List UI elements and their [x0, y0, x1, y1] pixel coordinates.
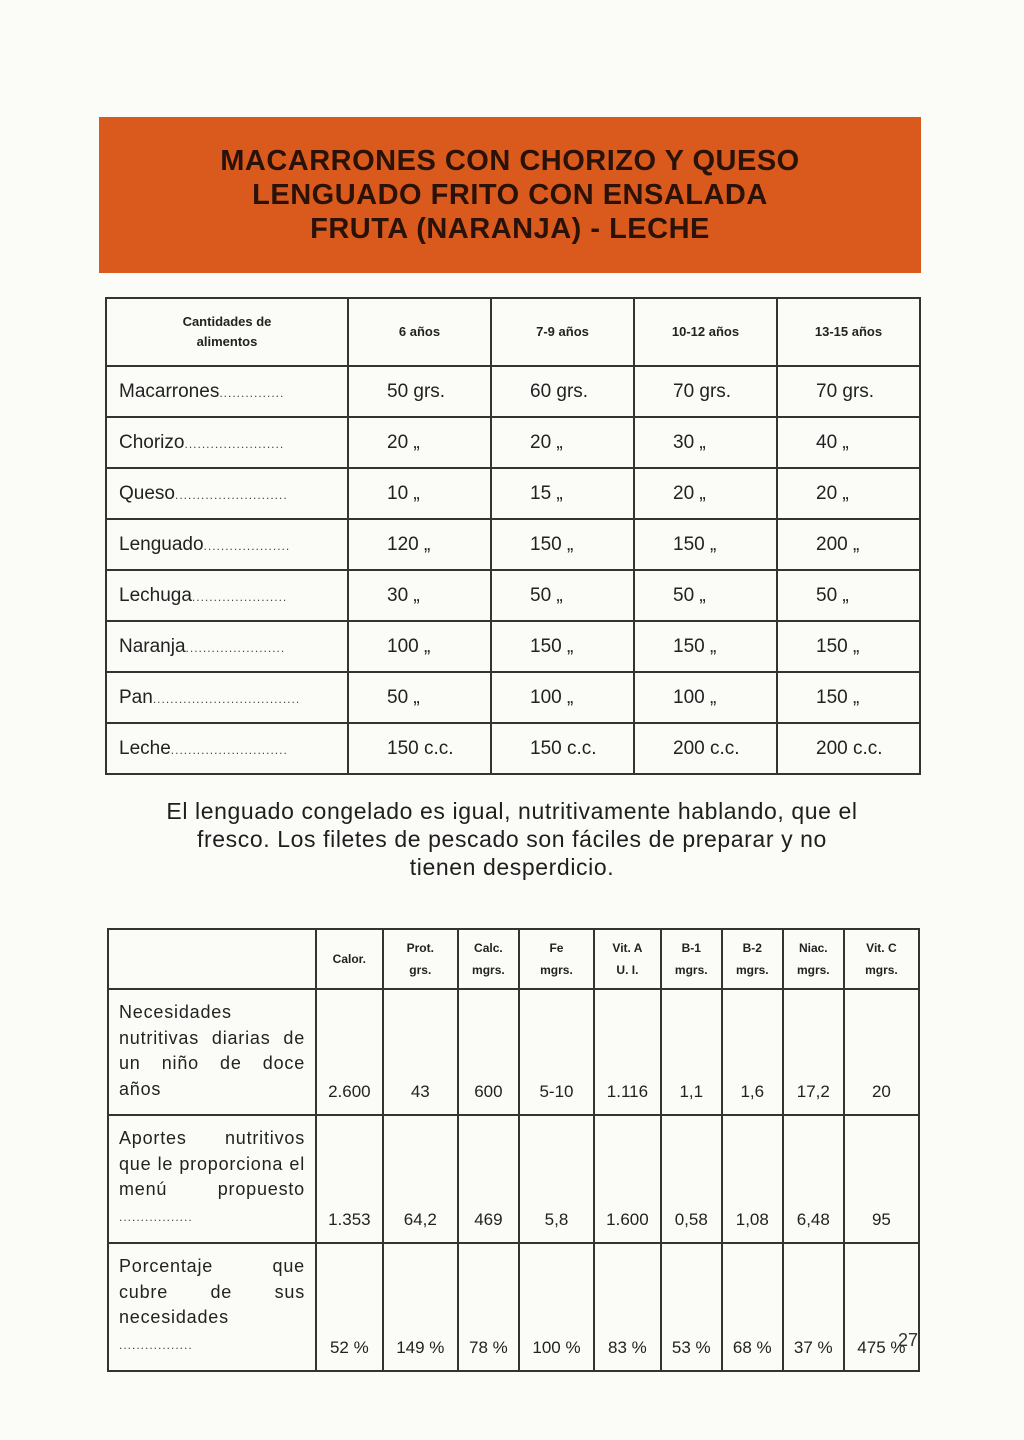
- quantity-cell: 150 „: [634, 519, 777, 570]
- quantity-cell: 100 „: [491, 672, 634, 723]
- nutrient-name: B-1: [681, 941, 701, 955]
- quantity-cell: 15 „: [491, 468, 634, 519]
- quantity-cell: 50 „: [634, 570, 777, 621]
- quantity-cell: 150 „: [491, 621, 634, 672]
- row-label-cell: [108, 1115, 316, 1243]
- food-name: Lenguado: [119, 533, 204, 555]
- value-cell: 95: [844, 1115, 919, 1243]
- table-row: [106, 519, 920, 570]
- table-row: [106, 366, 920, 417]
- table-row: [108, 1115, 919, 1243]
- quantity-cell: 150 „: [634, 621, 777, 672]
- food-name: Leche: [119, 737, 171, 759]
- value-cell: 0,58: [661, 1115, 722, 1243]
- value-cell: 1,08: [722, 1115, 783, 1243]
- food-quantities-table: [105, 297, 921, 775]
- note-line-3: tienen desperdicio.: [409, 854, 615, 880]
- age-header: 10-12 años: [634, 298, 777, 366]
- quantity-cell: 150 „: [777, 621, 920, 672]
- value-cell: 1.600: [594, 1115, 661, 1243]
- value-cell: 17,2: [783, 989, 844, 1115]
- menu-title-line-1: MACARRONES CON CHORIZO Y QUESO: [220, 145, 800, 177]
- table-row: [108, 989, 919, 1115]
- table-row: [106, 468, 920, 519]
- quantity-cell: 50 „: [348, 672, 491, 723]
- quantity-cell: 100 „: [634, 672, 777, 723]
- food-name-cell: [106, 468, 348, 519]
- leader-dots: ......................: [191, 589, 288, 604]
- food-name-cell: [106, 519, 348, 570]
- quantity-cell: 50 „: [777, 570, 920, 621]
- nutrient-name: Fe: [549, 941, 564, 955]
- nutrient-header: [783, 929, 844, 989]
- food-name-cell: [106, 672, 348, 723]
- nutrient-name: Niac.: [798, 941, 828, 955]
- nutrient-header: [844, 929, 919, 989]
- nutrient-name: Vit. A: [612, 941, 643, 955]
- food-name: Chorizo: [119, 431, 185, 453]
- note-line-2: fresco. Los filetes de pescado son fáciles de preparar y no: [197, 826, 827, 852]
- nutrient-name: Calc.: [474, 941, 503, 955]
- nutrient-unit: mgrs.: [540, 963, 573, 977]
- food-name: Macarrones: [119, 380, 220, 402]
- menu-title-line-3: FRUTA (NARANJA) - LECHE: [310, 213, 710, 245]
- menu-title-line-2: LENGUADO FRITO CON ENSALADA: [252, 179, 768, 211]
- value-cell: 2.600: [316, 989, 383, 1115]
- nutrient-header: [458, 929, 519, 989]
- nutrient-unit: mgrs.: [865, 963, 898, 977]
- leader-dots: ....................: [203, 538, 291, 553]
- percent-cell: 100 %: [519, 1243, 594, 1371]
- leader-dots: .......................: [185, 640, 286, 655]
- food-name: Queso: [119, 482, 175, 504]
- table-row: [106, 723, 920, 774]
- nutrient-header: [722, 929, 783, 989]
- nutrient-header: [316, 929, 383, 989]
- leader-dots: .................: [119, 1209, 193, 1224]
- nutrient-name: B-2: [742, 941, 762, 955]
- quantity-cell: 30 „: [348, 570, 491, 621]
- quantity-cell: 60 grs.: [491, 366, 634, 417]
- quantity-cell: 150 c.c.: [491, 723, 634, 774]
- table-row: [106, 672, 920, 723]
- value-cell: 1,1: [661, 989, 722, 1115]
- value-cell: 1.353: [316, 1115, 383, 1243]
- row-label: Necesidades nutritivas diarias de un niño de doce años: [108, 989, 316, 1115]
- leader-dots: .......................: [184, 436, 285, 451]
- food-name: Pan: [119, 686, 153, 708]
- food-name-cell: [106, 417, 348, 468]
- quantity-cell: 30 „: [634, 417, 777, 468]
- food-name: Naranja: [119, 635, 186, 657]
- quantity-cell: 100 „: [348, 621, 491, 672]
- leader-dots: ..........................: [174, 487, 288, 502]
- row-label: Aportes nutritivos que le proporciona el menú propuesto: [119, 1128, 305, 1199]
- nutrient-header: [519, 929, 594, 989]
- quantity-cell: 20 „: [491, 417, 634, 468]
- value-cell: 64,2: [383, 1115, 458, 1243]
- quantity-cell: 150 „: [491, 519, 634, 570]
- nutrient-header: [383, 929, 458, 989]
- quantity-cell: 50 grs.: [348, 366, 491, 417]
- nutrient-name: Vit. C: [866, 941, 897, 955]
- quantity-cell: 120 „: [348, 519, 491, 570]
- percent-cell: 37 %: [783, 1243, 844, 1371]
- percent-cell: 475 %: [844, 1243, 919, 1371]
- value-cell: 600: [458, 989, 519, 1115]
- nutrient-unit: U. I.: [616, 963, 639, 977]
- value-cell: 43: [383, 989, 458, 1115]
- quantities-header-line-2: alimentos: [196, 334, 258, 349]
- age-header: 7-9 años: [491, 298, 634, 366]
- leader-dots: ...............: [219, 385, 285, 400]
- percent-cell: 52 %: [316, 1243, 383, 1371]
- quantity-cell: 150 „: [777, 672, 920, 723]
- table-row: [106, 417, 920, 468]
- quantities-header: [106, 298, 348, 366]
- quantity-cell: 200 c.c.: [777, 723, 920, 774]
- value-cell: 1.116: [594, 989, 661, 1115]
- quantity-cell: 20 „: [634, 468, 777, 519]
- food-name-cell: [106, 723, 348, 774]
- value-cell: 20: [844, 989, 919, 1115]
- food-name-cell: [106, 366, 348, 417]
- nutrient-name: Prot.: [406, 941, 434, 955]
- quantity-cell: 200 c.c.: [634, 723, 777, 774]
- table-row: [106, 570, 920, 621]
- percent-cell: 83 %: [594, 1243, 661, 1371]
- value-cell: 5-10: [519, 989, 594, 1115]
- nutrition-table: [107, 928, 920, 1372]
- percent-cell: 78 %: [458, 1243, 519, 1371]
- nutrient-header: [594, 929, 661, 989]
- quantity-cell: 20 „: [348, 417, 491, 468]
- nutrient-name: Calor.: [332, 952, 367, 966]
- quantities-header-line-1: Cantidades de: [182, 314, 272, 329]
- percent-cell: 53 %: [661, 1243, 722, 1371]
- age-header: 6 años: [348, 298, 491, 366]
- page-number: 27: [897, 1330, 918, 1350]
- table-header-row: [106, 298, 920, 366]
- quantity-cell: 150 c.c.: [348, 723, 491, 774]
- lenguado-note: [112, 797, 912, 881]
- food-name-cell: [106, 621, 348, 672]
- leader-dots: .................: [119, 1337, 193, 1352]
- nutrient-unit: grs.: [409, 963, 432, 977]
- table-row: [108, 1243, 919, 1371]
- percent-cell: 149 %: [383, 1243, 458, 1371]
- food-name-cell: [106, 570, 348, 621]
- menu-title-banner: [99, 117, 921, 273]
- row-label: Porcentaje que cubre de sus necesidades: [119, 1256, 305, 1327]
- nutrient-unit: mgrs.: [796, 963, 830, 977]
- leader-dots: ...........................: [170, 742, 288, 757]
- value-cell: 469: [458, 1115, 519, 1243]
- table-row: [106, 621, 920, 672]
- quantity-cell: 70 grs.: [777, 366, 920, 417]
- row-label-cell: [108, 1243, 316, 1371]
- food-name: Lechuga: [119, 584, 192, 606]
- quantity-cell: 200 „: [777, 519, 920, 570]
- quantity-cell: 10 „: [348, 468, 491, 519]
- quantity-cell: 50 „: [491, 570, 634, 621]
- quantity-cell: 20 „: [777, 468, 920, 519]
- quantity-cell: 70 grs.: [634, 366, 777, 417]
- nutrient-unit: mgrs.: [735, 963, 769, 977]
- value-cell: 6,48: [783, 1115, 844, 1243]
- empty-header: [108, 929, 316, 989]
- age-header: 13-15 años: [777, 298, 920, 366]
- percent-cell: 68 %: [722, 1243, 783, 1371]
- table-header-row: [108, 929, 919, 989]
- nutrient-unit: mgrs.: [674, 963, 708, 977]
- note-line-1: El lenguado congelado es igual, nutritivamente hablando, que el: [166, 798, 858, 824]
- leader-dots: ..................................: [152, 691, 301, 706]
- value-cell: 1,6: [722, 989, 783, 1115]
- nutrient-header: [661, 929, 722, 989]
- value-cell: 5,8: [519, 1115, 594, 1243]
- quantity-cell: 40 „: [777, 417, 920, 468]
- nutrient-unit: mgrs.: [472, 963, 505, 977]
